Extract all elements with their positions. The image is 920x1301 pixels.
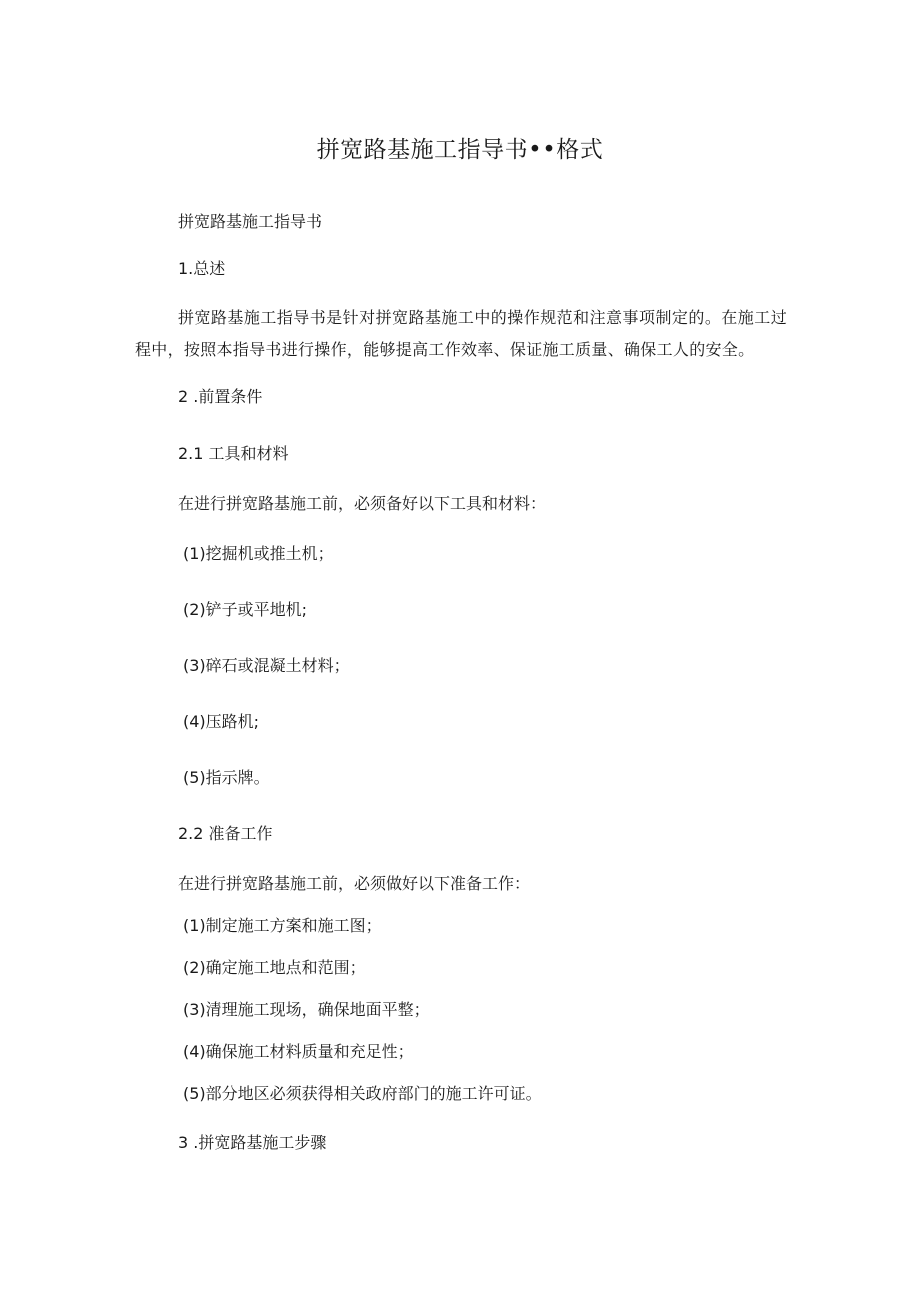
list-item: (2)确定施工地点和范围； (183, 958, 366, 977)
section-3-heading: 3 .拼宽路基施工步骤 (178, 1133, 327, 1152)
list-item: (4)压路机; (183, 712, 260, 731)
section-1-heading: 1.总述 (178, 259, 226, 278)
list-item: (2)铲子或平地机; (183, 600, 308, 619)
section-1-paragraph: 拼宽路基施工指导书是针对拼宽路基施工中的操作规范和注意事项制定的。在施工过程中，按照本指导书进行操作，能够提高工作效率、保证施工质量、确保工人的安全。 (135, 308, 787, 359)
section-2-1-intro: 在进行拼宽路基施工前，必须备好以下工具和材料： (178, 494, 547, 513)
document-subtitle: 拼宽路基施工指导书 (178, 212, 323, 231)
list-item: (4)确保施工材料质量和充足性； (183, 1042, 414, 1061)
document-title: 拼宽路基施工指导书••格式 (316, 137, 604, 163)
list-item: (3)清理施工现场，确保地面平整； (183, 1000, 430, 1019)
section-2-2-intro: 在进行拼宽路基施工前，必须做好以下准备工作： (178, 874, 531, 893)
list-item: (5)部分地区必须获得相关政府部门的施工许可证。 (183, 1084, 542, 1103)
list-item: (3)碎石或混凝土材料； (183, 656, 350, 675)
list-item: (5)指示牌。 (183, 768, 270, 787)
list-item: (1)制定施工方案和施工图； (183, 916, 382, 935)
section-2-1-heading: 2.1 工具和材料 (178, 444, 289, 463)
list-item: (1)挖掘机或推土机； (183, 544, 334, 563)
section-2-heading: 2 .前置条件 (178, 387, 263, 406)
section-2-2-heading: 2.2 准备工作 (178, 824, 273, 843)
